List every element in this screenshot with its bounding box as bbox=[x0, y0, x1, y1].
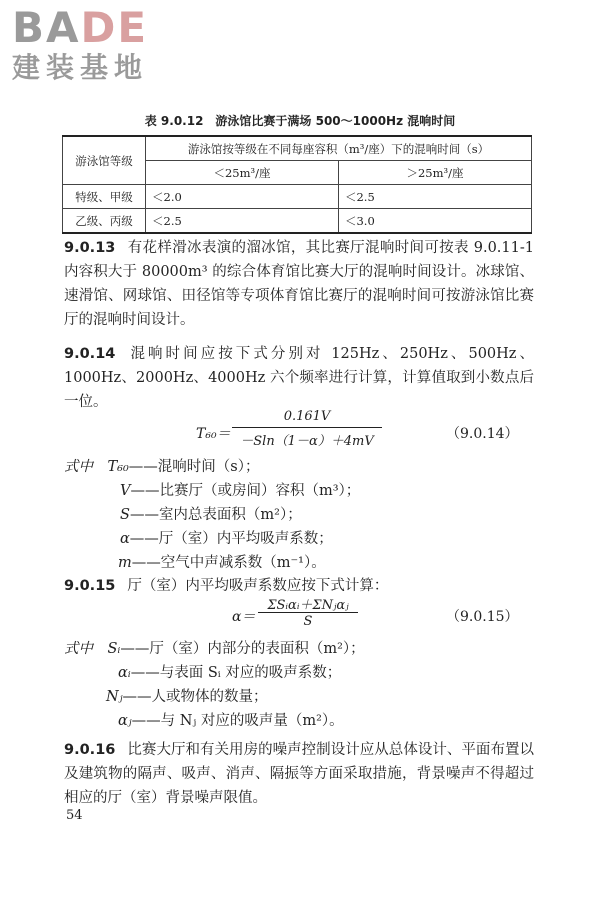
logo-brand-a: BA bbox=[12, 3, 81, 52]
definition-text: ——比赛厅（或房间）容积（m³）； bbox=[130, 483, 361, 499]
equation-lhs: T₆₀＝ bbox=[196, 426, 231, 442]
definition-symbol: S bbox=[120, 507, 130, 523]
reverb-table bbox=[62, 135, 532, 234]
section-number: 9.0.16 bbox=[64, 742, 116, 758]
definition-row bbox=[106, 686, 268, 708]
table-cell-value: ＜2.0 bbox=[146, 185, 339, 209]
definition-symbol: α bbox=[120, 531, 130, 547]
equation-numerator: 0.161V bbox=[283, 409, 331, 424]
page-number: 54 bbox=[66, 808, 83, 823]
definition-symbol: 式中 T₆₀ bbox=[64, 459, 129, 475]
section-text: 有花样滑冰表演的溜冰馆，其比赛厅混响时间可按表 9.0.11-1 内容积大于 80000m³ 的综合体育馆比赛大厅的混响时间设计。冰球馆、速滑馆、网球馆、田径馆等专项体育馆比赛厅的混响时间可按游泳馆比赛厅的混响时间设计。 bbox=[64, 240, 534, 328]
definition-text: ——与 Nⱼ 对应的吸声量（m²）。 bbox=[131, 713, 344, 729]
table-subheader-2: ＞25m³/座 bbox=[338, 161, 531, 185]
equation-lhs: α＝ bbox=[232, 609, 256, 625]
section-text: 比赛大厅和有关用房的噪声控制设计应从总体设计、平面布置以及建筑物的隔声、吸声、消声、隔振等方面采取措施，背景噪声不得超过相应的厅（室）背景噪声限值。 bbox=[64, 742, 534, 806]
table-row bbox=[63, 185, 532, 209]
definition-row bbox=[120, 528, 333, 550]
definition-row bbox=[118, 710, 344, 732]
definition-row bbox=[120, 504, 302, 526]
section-number: 9.0.14 bbox=[64, 346, 116, 362]
definition-text: ——与表面 Sᵢ 对应的吸声系数； bbox=[130, 665, 342, 681]
definition-row bbox=[64, 638, 365, 660]
table-header-main: 游泳馆按等级在不同每座容积（m³/座）下的混响时间（s） bbox=[146, 136, 532, 161]
section-text: 混响时间应按下式分别对 125Hz、250Hz、500Hz、1000Hz、2000Hz、4000Hz 六个频率进行计算，计算值取到小数点后一位。 bbox=[64, 346, 534, 410]
equation-denominator: S bbox=[303, 614, 313, 629]
definition-symbol: Nⱼ bbox=[106, 689, 123, 705]
definition-symbol: V bbox=[120, 483, 131, 499]
definition-row bbox=[120, 480, 360, 502]
definition-symbol: 式中 Sᵢ bbox=[64, 641, 121, 657]
definition-row bbox=[118, 552, 326, 574]
table-cell-value: ＜3.0 bbox=[338, 209, 531, 234]
section-text: 厅（室）内平均吸声系数应按下式计算： bbox=[127, 578, 389, 594]
definition-text: ——室内总表面积（m²）； bbox=[129, 507, 302, 523]
table-cell-grade: 特级、甲级 bbox=[63, 185, 146, 209]
section-9-0-13 bbox=[64, 236, 534, 332]
logo bbox=[12, 3, 149, 84]
section-number: 9.0.15 bbox=[64, 578, 116, 594]
definition-text: ——空气中声减系数（m⁻¹）。 bbox=[131, 555, 326, 571]
definition-text: ——厅（室）内平均吸声系数； bbox=[129, 531, 333, 547]
fraction-bar bbox=[232, 427, 382, 428]
table-row bbox=[63, 209, 532, 234]
definition-symbol: αᵢ bbox=[118, 665, 131, 681]
definition-row bbox=[64, 456, 260, 478]
logo-brand-b: DE bbox=[80, 3, 149, 52]
equation-number: （9.0.14） bbox=[446, 426, 519, 442]
section-9-0-14 bbox=[64, 342, 534, 414]
table-header-grade: 游泳馆等级 bbox=[63, 136, 146, 185]
fraction-bar bbox=[258, 612, 358, 613]
equation-number: （9.0.15） bbox=[446, 609, 519, 625]
section-9-0-16 bbox=[64, 738, 534, 810]
definition-symbol: m bbox=[118, 555, 132, 571]
table-cell-grade: 乙级、丙级 bbox=[63, 209, 146, 234]
table-title: 表 9.0.12 游泳馆比赛于满场 500～1000Hz 混响时间 bbox=[144, 114, 456, 128]
table-cell-value: ＜2.5 bbox=[146, 209, 339, 234]
equation-denominator: －Sln（1－α）＋4mV bbox=[240, 434, 374, 449]
definition-text: ——混响时间（s）； bbox=[128, 459, 260, 475]
definition-text: ——人或物体的数量； bbox=[122, 689, 268, 705]
table-subheader-1: ＜25m³/座 bbox=[146, 161, 339, 185]
definition-text: ——厅（室）内部分的表面积（m²）； bbox=[120, 641, 365, 657]
definition-row bbox=[118, 662, 341, 684]
table-cell-value: ＜2.5 bbox=[338, 185, 531, 209]
definition-symbol: αⱼ bbox=[118, 713, 132, 729]
equation-numerator: ΣSᵢαᵢ＋ΣNⱼαⱼ bbox=[267, 598, 349, 613]
logo-tagline: 建装基地 bbox=[12, 51, 149, 84]
section-number: 9.0.13 bbox=[64, 240, 116, 256]
